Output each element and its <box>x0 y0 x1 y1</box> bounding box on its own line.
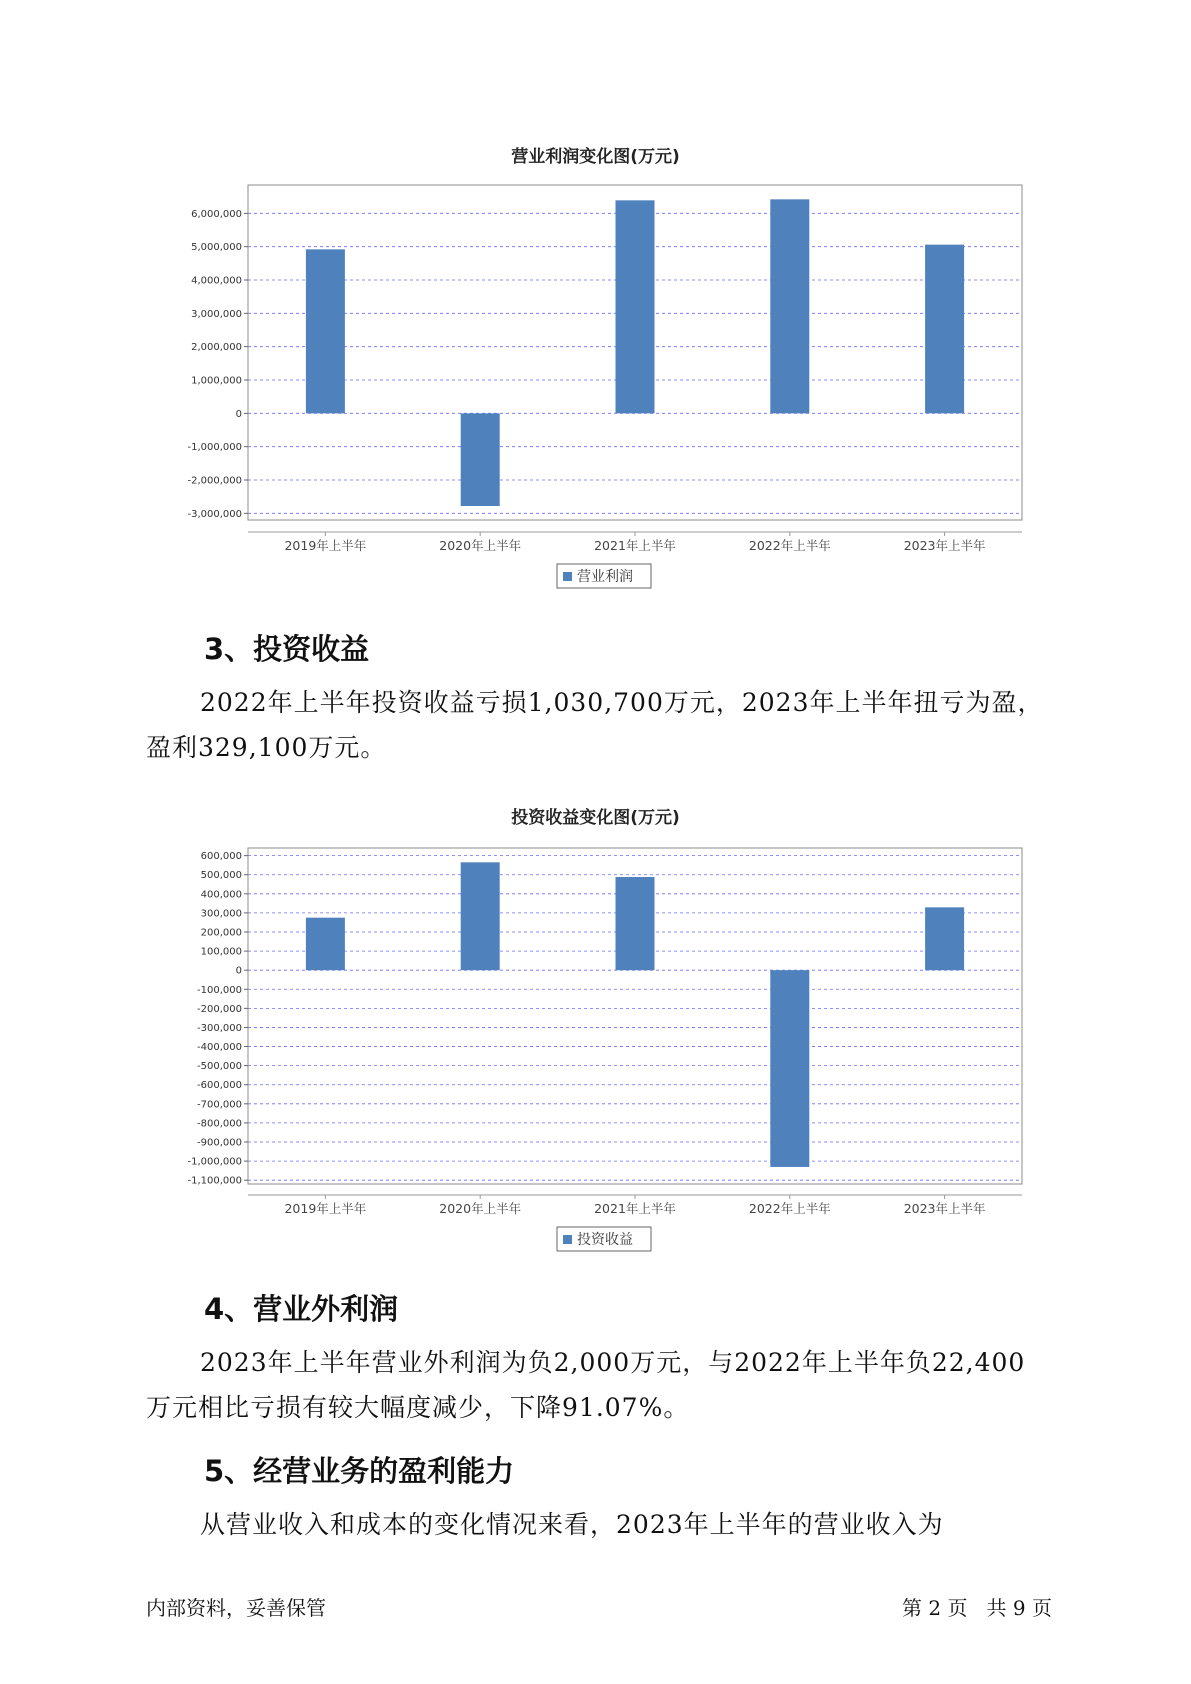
x-tick-label: 2023年上半年 <box>903 1201 986 1216</box>
y-tick-label: 0 <box>235 965 242 977</box>
x-tick-label: 2022年上半年 <box>748 1201 831 1216</box>
x-tick-label: 2019年上半年 <box>284 538 367 553</box>
bar-2021年上半年 <box>616 200 655 413</box>
section-3-text: 2022年上半年投资收益亏损1,030,700万元，2023年上半年扭亏为盈，盈利329,100万元。 <box>146 688 1044 762</box>
x-tick-label: 2022年上半年 <box>748 538 831 553</box>
y-tick-label: 4,000,000 <box>191 275 242 287</box>
y-tick-label: 1,000,000 <box>191 375 242 387</box>
bar-2019年上半年 <box>306 918 345 971</box>
x-tick-label: 2019年上半年 <box>284 1201 367 1216</box>
y-tick-label: 100,000 <box>200 946 242 958</box>
bar-2020年上半年 <box>461 413 500 506</box>
chart1-title: 营业利润变化图(万元) <box>511 147 680 167</box>
legend-swatch <box>563 1235 572 1244</box>
y-tick-label: -400,000 <box>197 1042 242 1054</box>
x-tick-label: 2020年上半年 <box>439 538 522 553</box>
section-4-paragraph <box>146 1340 1051 1430</box>
y-tick-label: 200,000 <box>200 927 242 939</box>
y-tick-label: -600,000 <box>197 1080 242 1092</box>
y-tick-label: -500,000 <box>197 1061 242 1073</box>
y-tick-label: -100,000 <box>197 984 242 996</box>
y-tick-label: 600,000 <box>200 851 242 863</box>
footer-confidential: 内部资料，妥善保管 <box>146 1596 326 1620</box>
legend-label: 投资收益 <box>577 1232 633 1248</box>
bar-2022年上半年 <box>770 199 809 413</box>
bar-2021年上半年 <box>616 877 655 970</box>
y-tick-label: -900,000 <box>197 1137 242 1149</box>
chart2-title: 投资收益变化图(万元) <box>511 808 680 828</box>
x-tick-label: 2021年上半年 <box>594 1201 676 1216</box>
y-tick-label: 0 <box>235 408 242 420</box>
y-tick-label: -200,000 <box>197 1003 242 1015</box>
footer-page-number: 第 2 页 共 9 页 <box>902 1596 1052 1620</box>
x-tick-label: 2020年上半年 <box>439 1201 522 1216</box>
y-tick-label: 3,000,000 <box>191 308 242 320</box>
section-5-paragraph <box>146 1502 1051 1547</box>
y-tick-label: -700,000 <box>197 1099 242 1111</box>
y-tick-label: 500,000 <box>200 870 242 882</box>
bar-2020年上半年 <box>461 862 500 970</box>
operating-profit-chart <box>0 175 1191 595</box>
section-5-text: 从营业收入和成本的变化情况来看，2023年上半年的营业收入为 <box>200 1510 944 1539</box>
y-tick-label: 2,000,000 <box>191 342 242 354</box>
y-tick-label: -3,000,000 <box>187 508 242 520</box>
bar-2019年上半年 <box>306 249 345 413</box>
section-3-heading: 3、投资收益 <box>204 632 370 666</box>
bar-2023年上半年 <box>925 907 964 970</box>
section-5-heading: 5、经营业务的盈利能力 <box>204 1454 515 1488</box>
investment-income-chart <box>0 838 1191 1258</box>
y-tick-label: -1,100,000 <box>187 1175 242 1187</box>
y-tick-label: -800,000 <box>197 1118 242 1130</box>
y-tick-label: 6,000,000 <box>191 208 242 220</box>
x-tick-label: 2023年上半年 <box>903 538 986 553</box>
bar-2022年上半年 <box>770 970 809 1167</box>
x-tick-label: 2021年上半年 <box>594 538 676 553</box>
y-tick-label: 400,000 <box>200 889 242 901</box>
legend-label: 营业利润 <box>577 569 633 585</box>
y-tick-label: 5,000,000 <box>191 242 242 254</box>
section-4-heading: 4、营业外利润 <box>204 1292 399 1326</box>
section-3-paragraph <box>146 680 1051 770</box>
y-tick-label: 300,000 <box>200 908 242 920</box>
bar-2023年上半年 <box>925 245 964 414</box>
y-tick-label: -1,000,000 <box>187 1156 242 1168</box>
section-4-text: 2023年上半年营业外利润为负2,000万元，与2022年上半年负22,400万元相比亏损有较大幅度减少，下降91.07%。 <box>146 1348 1026 1422</box>
y-tick-label: -1,000,000 <box>187 442 242 454</box>
y-tick-label: -2,000,000 <box>187 475 242 487</box>
y-tick-label: -300,000 <box>197 1022 242 1034</box>
legend-swatch <box>563 572 572 581</box>
